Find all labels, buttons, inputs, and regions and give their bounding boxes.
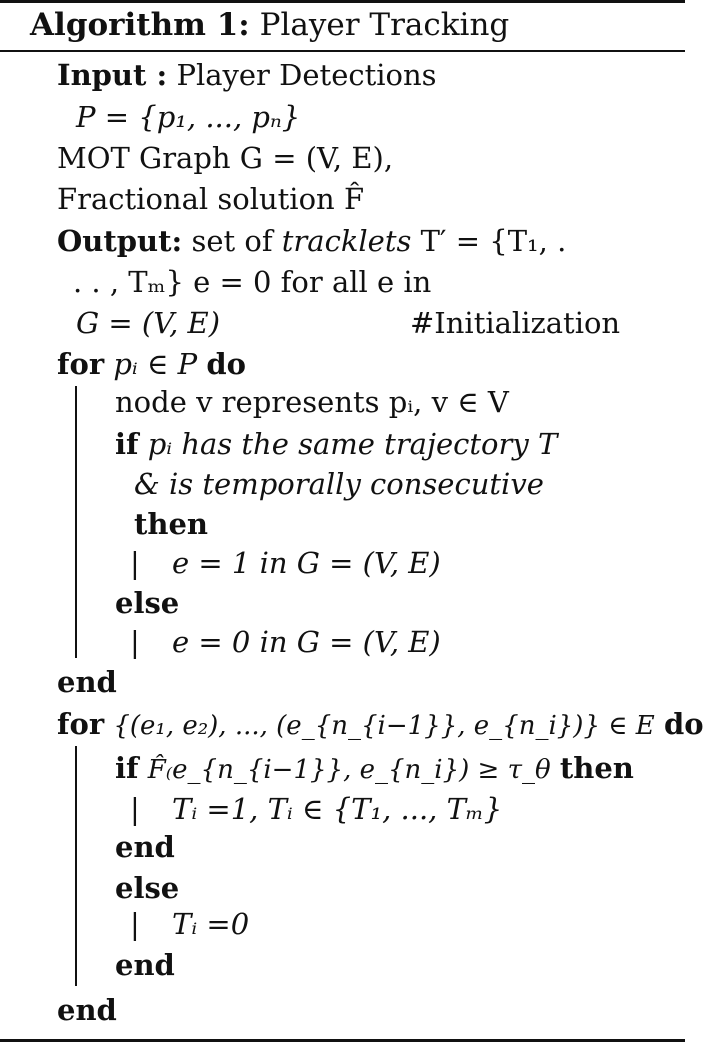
if1-condition: pᵢ has the same trajectory T xyxy=(147,427,558,461)
for2-keyword: for xyxy=(57,707,105,741)
then2-tick: | xyxy=(130,792,140,826)
end-for1: end xyxy=(57,665,117,699)
output-continuation: . . , Tₘ} e = 0 for all e in xyxy=(73,265,432,299)
if2-line xyxy=(115,750,634,788)
for1-keyword: for xyxy=(57,347,105,381)
for1-block-bar xyxy=(75,386,77,658)
input-keyword: Input : xyxy=(57,58,168,92)
output-tracklets: tracklets xyxy=(281,224,412,258)
for2-do-keyword: do xyxy=(663,707,704,741)
then2-keyword: then xyxy=(559,751,634,785)
end-for2: end xyxy=(57,993,117,1027)
output-text-a: set of xyxy=(191,224,273,258)
ti-one-line: Tᵢ =1, Tᵢ ∈ {T₁, ..., Tₘ} xyxy=(172,792,503,826)
then1-keyword: then xyxy=(134,507,209,541)
for1-condition: pᵢ ∈ P xyxy=(113,347,198,381)
for2-condition: {(e₁, e₂), ..., (e_{n_{i−1}}, e_{n_i})} ∈ E xyxy=(113,711,655,741)
graph-line: MOT Graph G = (V, E), xyxy=(57,141,394,175)
if1-condition-2: & is temporally consecutive xyxy=(134,467,544,501)
if1-line xyxy=(115,426,557,462)
assign-zero-line: e = 0 in G = (V, E) xyxy=(172,625,441,659)
top-rule xyxy=(0,0,685,3)
end-if2: end xyxy=(115,830,175,864)
fractional-line: Fractional solution F̂ xyxy=(57,182,365,216)
init-line xyxy=(76,305,220,341)
algorithm-label: Algorithm 1: xyxy=(30,7,250,43)
then1-tick: | xyxy=(130,546,140,580)
else2-tick: | xyxy=(130,907,140,941)
for2-line xyxy=(57,706,704,744)
output-line xyxy=(57,223,566,259)
output-text-b: T′ = {T₁, . xyxy=(420,224,567,258)
input-set: P = {p₁, ..., pₙ} xyxy=(76,100,301,134)
header-rule xyxy=(0,50,685,52)
if1-keyword: if xyxy=(115,427,139,461)
for2-block-bar xyxy=(75,746,77,986)
algorithm-header xyxy=(30,7,509,43)
for1-line xyxy=(57,346,246,382)
assign-one-line: e = 1 in G = (V, E) xyxy=(172,546,441,580)
init-graph: G = (V, E) xyxy=(76,306,221,340)
end-else2: end xyxy=(115,948,175,982)
bottom-rule xyxy=(0,1039,685,1042)
else1-tick: | xyxy=(130,625,140,659)
init-comment: #Initialization xyxy=(410,306,621,340)
input-text: Player Detections xyxy=(176,58,437,92)
if2-condition: F̂₍e_{n_{i−1}}, e_{n_i}) ≥ τ_θ xyxy=(147,755,551,785)
ti-zero-line: Tᵢ =0 xyxy=(172,907,250,941)
node-line: node v represents pᵢ, v ∈ V xyxy=(115,385,509,419)
output-keyword: Output: xyxy=(57,224,183,258)
for1-do-keyword: do xyxy=(206,347,246,381)
input-line xyxy=(57,57,437,93)
algorithm-title: Player Tracking xyxy=(259,7,510,43)
else1-keyword: else xyxy=(115,586,180,620)
else2-keyword: else xyxy=(115,871,180,905)
if2-keyword: if xyxy=(115,751,139,785)
